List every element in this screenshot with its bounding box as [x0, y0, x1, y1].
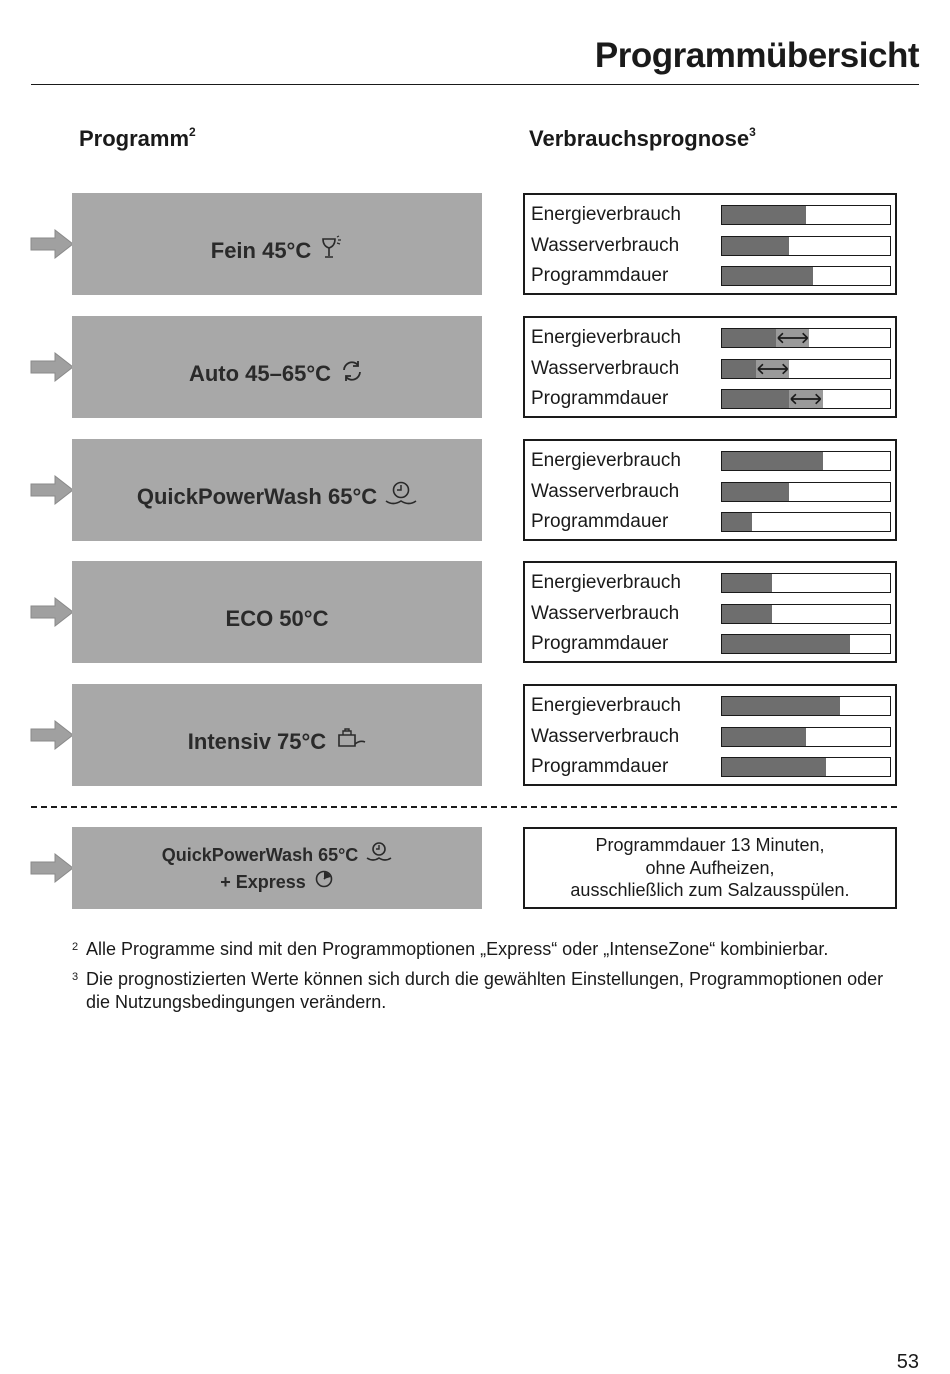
- bar-fill: [722, 329, 776, 347]
- bar-fill: [722, 697, 840, 715]
- metric-row: [531, 480, 887, 504]
- metric-label: Programmdauer: [531, 511, 669, 532]
- metric-row: [531, 632, 887, 656]
- consumption-bar: [721, 482, 891, 502]
- arrow-icon: [30, 853, 74, 883]
- quick-power-wash-icon: [385, 481, 417, 513]
- program-box: [72, 561, 482, 663]
- consumption-bar: [721, 451, 891, 471]
- arrow-icon: [30, 475, 74, 505]
- metric-label: Wasserverbrauch: [531, 358, 680, 379]
- arrow-icon: [30, 352, 74, 382]
- double-arrow-icon: [789, 390, 823, 408]
- consumption-bar: [721, 573, 891, 593]
- metric-row: [531, 357, 887, 381]
- metric-label: Energieverbrauch: [531, 572, 681, 593]
- column-heading-verbrauchsprognose: Verbrauchsprognose$^3$: [529, 124, 756, 151]
- bar-fill: [722, 635, 850, 653]
- program-box: [72, 193, 482, 295]
- consumption-box: [523, 439, 897, 541]
- special-program-line2: + Express: [220, 872, 306, 892]
- metric-row: [531, 326, 887, 350]
- metric-row: [531, 571, 887, 595]
- page-number: 53: [896, 1351, 919, 1373]
- note-line: ausschließlich zum Salzausspülen.: [570, 880, 850, 901]
- program-name: QuickPowerWash 65°C: [136, 484, 378, 509]
- arrow-icon: [30, 597, 74, 627]
- double-arrow-icon: [756, 360, 790, 378]
- consumption-box: [523, 684, 897, 786]
- quick-power-wash-icon: [366, 841, 392, 869]
- range-indicator: [789, 390, 823, 408]
- note-line: Programmdauer 13 Minuten,: [595, 835, 825, 856]
- consumption-bar: [721, 604, 891, 624]
- metric-label: Wasserverbrauch: [531, 235, 680, 256]
- title-rule: [31, 84, 919, 85]
- consumption-bar: [721, 727, 891, 747]
- metric-label: Programmdauer: [531, 388, 669, 409]
- program-row: [0, 684, 950, 786]
- consumption-box: [523, 561, 897, 663]
- metric-label: Energieverbrauch: [531, 695, 681, 716]
- special-program-row: [0, 827, 950, 929]
- program-box: [72, 316, 482, 418]
- special-program-note: [523, 827, 897, 909]
- program-box: [72, 684, 482, 786]
- consumption-bar: [721, 389, 891, 409]
- program-name: ECO 50°C: [225, 606, 329, 631]
- metric-row: [531, 264, 887, 288]
- consumption-bar: [721, 634, 891, 654]
- program-row: [0, 316, 950, 418]
- metric-label: Programmdauer: [531, 633, 669, 654]
- wine-glass-icon: [319, 235, 343, 267]
- bar-fill: [722, 237, 789, 255]
- metric-label: Wasserverbrauch: [531, 726, 680, 747]
- bar-fill: [722, 605, 772, 623]
- consumption-bar: [721, 328, 891, 348]
- metric-row: [531, 449, 887, 473]
- program-row: [0, 193, 950, 295]
- program-name: Fein 45°C: [210, 238, 312, 263]
- metric-label: Wasserverbrauch: [531, 603, 680, 624]
- column-heading-programm: Programm$^2$: [79, 124, 196, 151]
- metric-label: Wasserverbrauch: [531, 481, 680, 502]
- bar-fill: [722, 390, 789, 408]
- metric-row: [531, 387, 887, 411]
- note-line: ohne Aufheizen,: [645, 857, 775, 878]
- arrow-icon: [30, 229, 74, 259]
- metric-row: [531, 203, 887, 227]
- metric-row: [531, 234, 887, 258]
- consumption-bar: [721, 512, 891, 532]
- bar-fill: [722, 758, 826, 776]
- double-arrow-icon: [776, 329, 810, 347]
- consumption-bar: [721, 757, 891, 777]
- metric-row: [531, 510, 887, 534]
- consumption-bar: [721, 236, 891, 256]
- metric-row: [531, 755, 887, 779]
- metric-row: [531, 602, 887, 626]
- program-row: [0, 439, 950, 541]
- metric-label: Programmdauer: [531, 756, 669, 777]
- metric-label: Programmdauer: [531, 265, 669, 286]
- consumption-bar: [721, 359, 891, 379]
- consumption-bar: [721, 266, 891, 286]
- metric-label: Energieverbrauch: [531, 450, 681, 471]
- bar-fill: [722, 206, 806, 224]
- express-icon: [314, 869, 334, 895]
- range-indicator: [756, 360, 790, 378]
- special-program-box: [72, 827, 482, 909]
- bar-fill: [722, 452, 823, 470]
- bar-fill: [722, 728, 806, 746]
- metric-row: [531, 725, 887, 749]
- consumption-box: [523, 316, 897, 418]
- special-program-line1: QuickPowerWash 65°C: [161, 845, 359, 865]
- bar-fill: [722, 483, 789, 501]
- consumption-box: [523, 193, 897, 295]
- bar-fill: [722, 574, 772, 592]
- consumption-bar: [721, 696, 891, 716]
- arrow-icon: [30, 720, 74, 750]
- bar-fill: [722, 267, 813, 285]
- bar-fill: [722, 360, 756, 378]
- auto-cycle-icon: [339, 358, 365, 390]
- program-box: [72, 439, 482, 541]
- program-name: Auto 45–65°C: [188, 361, 332, 386]
- bar-fill: [722, 513, 752, 531]
- metric-label: Energieverbrauch: [531, 327, 681, 348]
- metric-label: Energieverbrauch: [531, 204, 681, 225]
- dashed-divider: [31, 806, 897, 808]
- metric-row: [531, 694, 887, 718]
- range-indicator: [776, 329, 810, 347]
- program-name: Intensiv 75°C: [187, 729, 327, 754]
- page-title: Programmübersicht: [594, 36, 919, 75]
- consumption-bar: [721, 205, 891, 225]
- intensive-pot-icon: [334, 726, 366, 758]
- program-row: [0, 561, 950, 663]
